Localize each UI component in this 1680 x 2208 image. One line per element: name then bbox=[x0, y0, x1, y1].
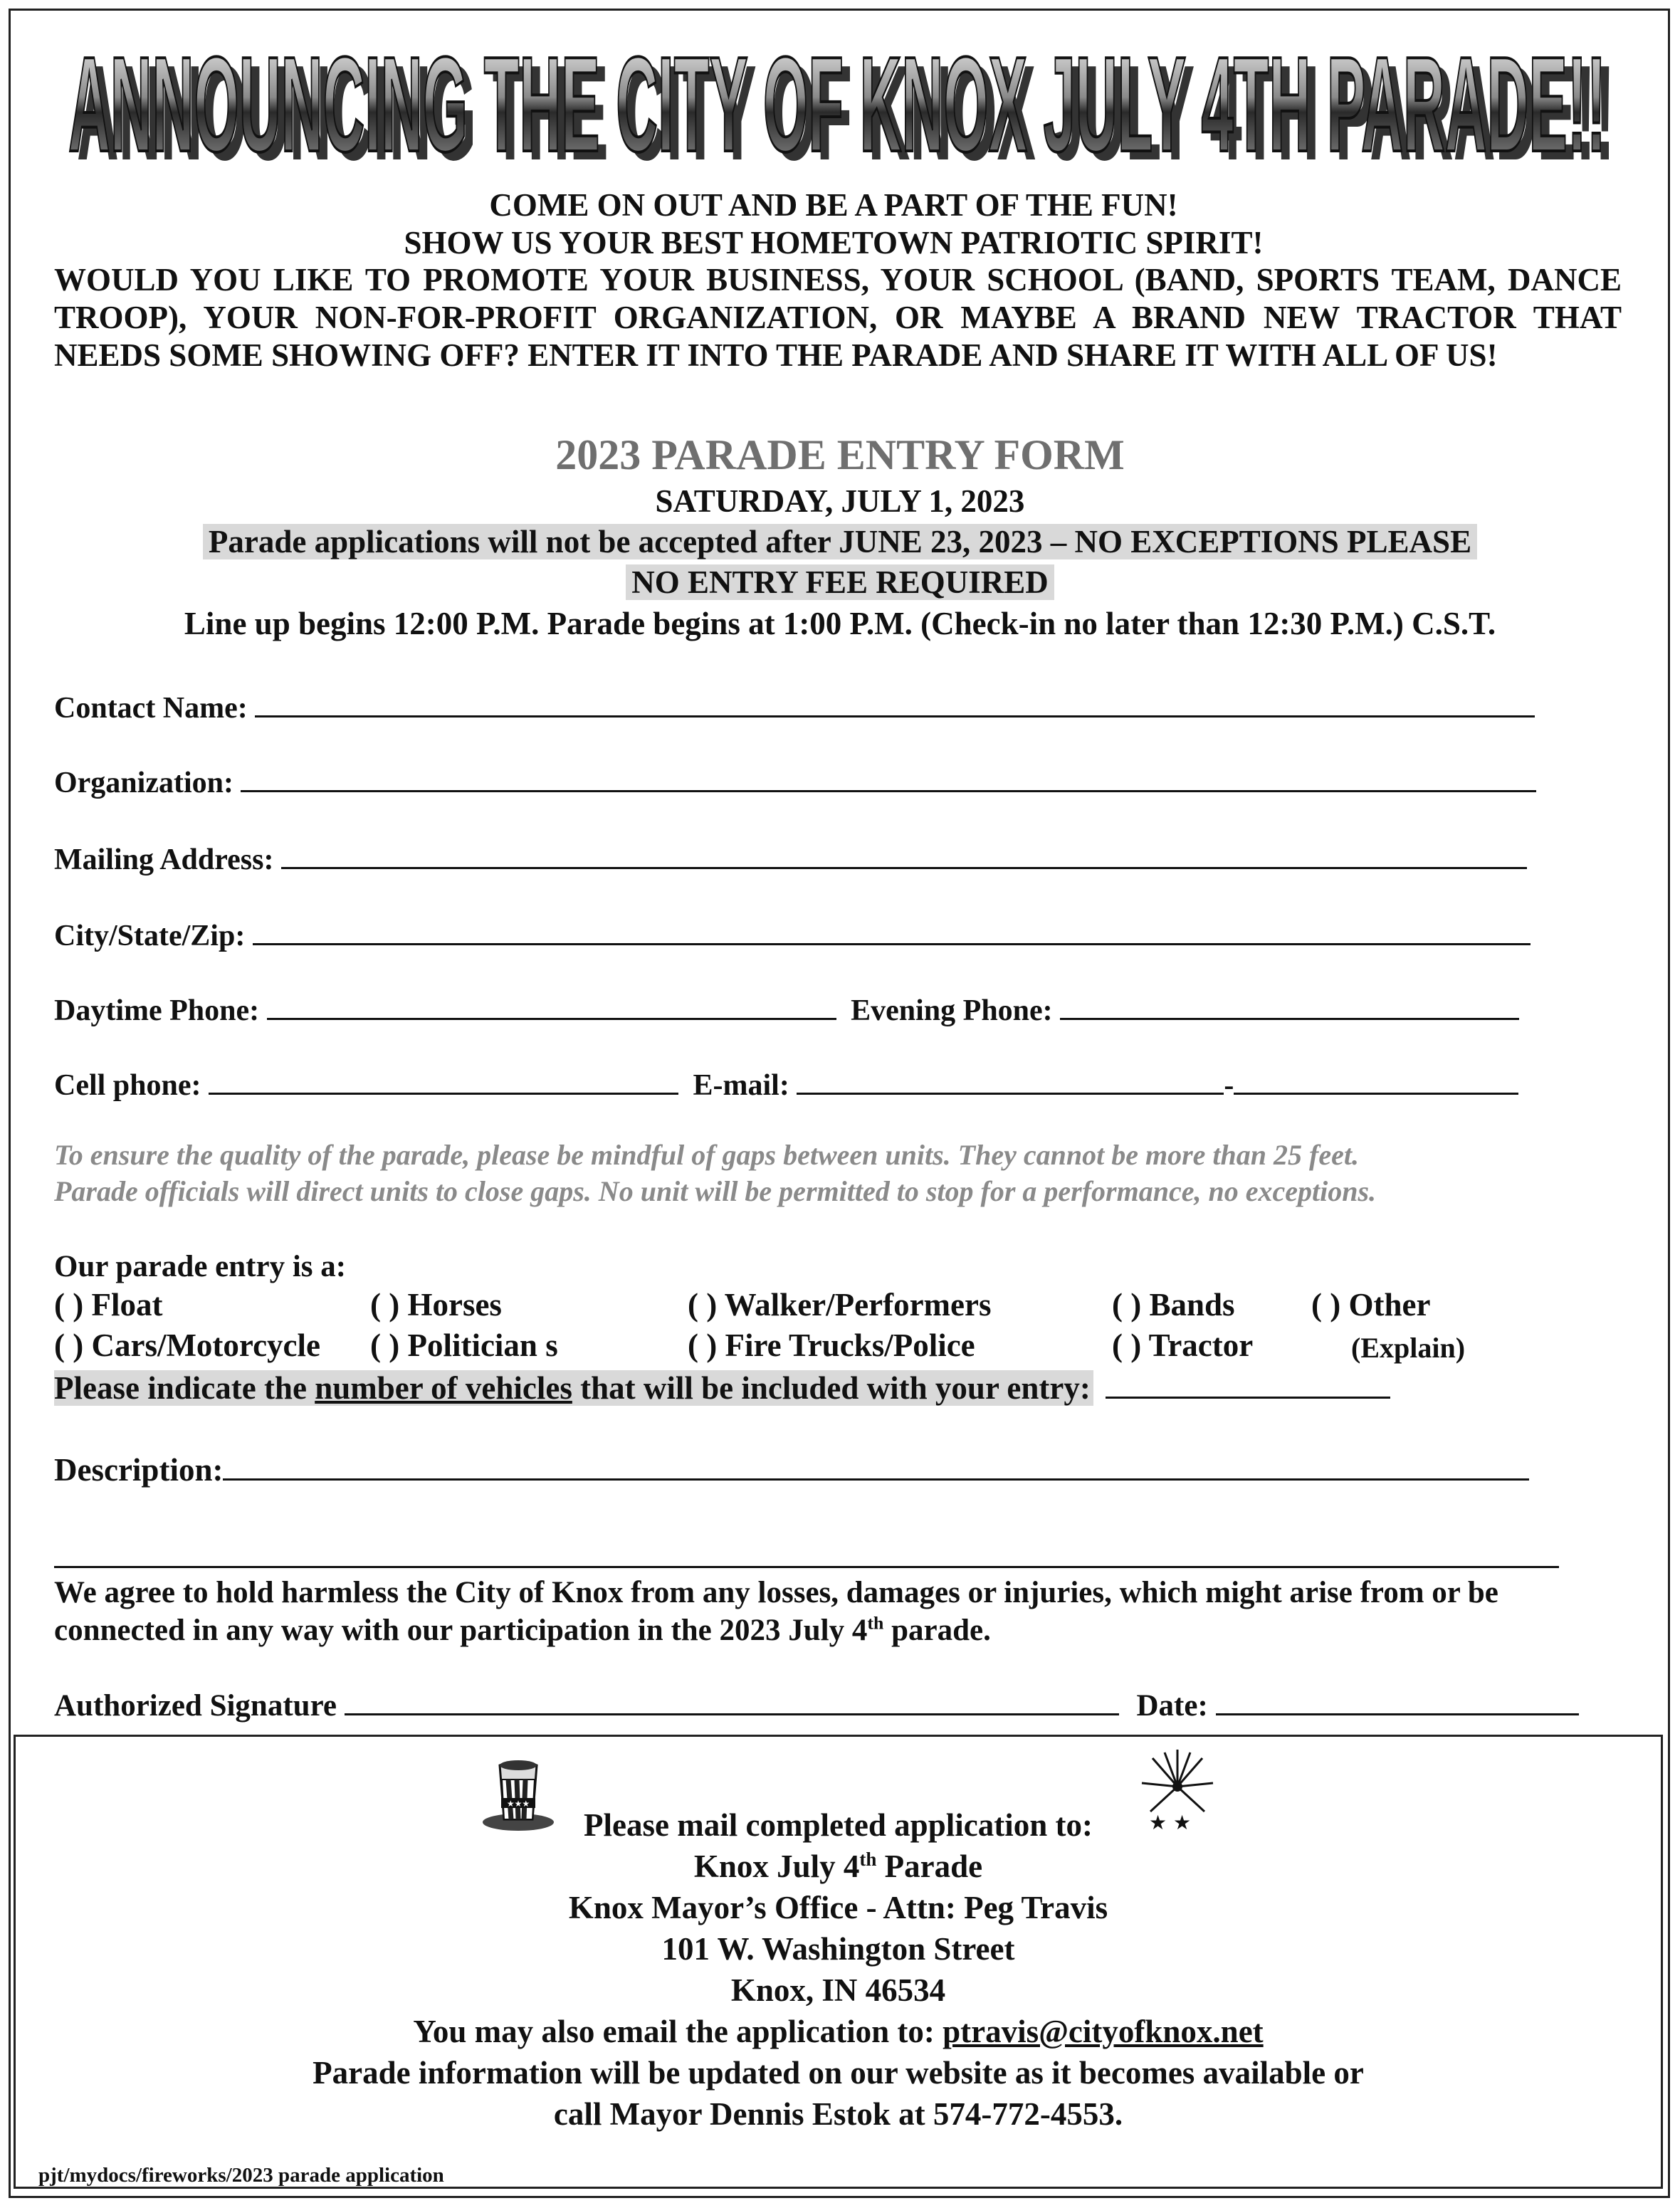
option-fire-trucks-police[interactable]: ( ) Fire Trucks/Police bbox=[688, 1328, 975, 1363]
option-float[interactable]: ( ) Float bbox=[54, 1287, 163, 1323]
organization-label: Organization: bbox=[54, 767, 233, 799]
signature-date-label: Date: bbox=[1136, 1689, 1208, 1723]
mail-line-5: Knox, IN 46534 bbox=[730, 1972, 946, 2008]
svg-text:★★★: ★★★ bbox=[506, 1799, 530, 1809]
svg-text:★ ★: ★ ★ bbox=[1149, 1811, 1192, 1834]
mail-line-3: Knox Mayor’s Office - Attn: Peg Travis bbox=[568, 1890, 1108, 1925]
option-explain-hint: (Explain) bbox=[1351, 1332, 1466, 1364]
mail-line-4: 101 W. Washington Street bbox=[661, 1931, 1015, 1967]
option-bands[interactable]: ( ) Bands bbox=[1112, 1287, 1235, 1323]
contact-name-field[interactable] bbox=[255, 687, 1535, 717]
intro-line-2: SHOW US YOUR BEST HOMETOWN PATRIOTIC SPIRIT! bbox=[404, 225, 1264, 261]
option-horses[interactable]: ( ) Horses bbox=[370, 1287, 502, 1323]
mail-email-prefix: You may also email the application to: bbox=[413, 2014, 943, 2049]
mail-line-2 bbox=[16, 1846, 1661, 1887]
agreement-text-end: parade. bbox=[883, 1614, 991, 1647]
description-field-line-2[interactable] bbox=[54, 1566, 1559, 1568]
agreement-text-main: We agree to hold harmless the City of Knox from any losses, damages or injuries, which might arise from or be connected in any way with our participation in the 2023 July 4 bbox=[54, 1576, 1498, 1647]
signature-label: Authorized Signature bbox=[54, 1689, 337, 1723]
evening-phone-field[interactable] bbox=[1060, 989, 1519, 1020]
footer-path: pjt/mydocs/fireworks/2023 parade application bbox=[38, 2164, 444, 2187]
option-tractor[interactable]: ( ) Tractor bbox=[1112, 1328, 1254, 1363]
contact-name-row bbox=[54, 687, 1535, 725]
mail-email-link[interactable]: ptravis@cityofknox.net bbox=[943, 2014, 1264, 2049]
option-other[interactable]: ( ) Other bbox=[1311, 1287, 1431, 1323]
signature-date-field[interactable] bbox=[1216, 1685, 1579, 1715]
mailing-address-label: Mailing Address: bbox=[54, 843, 274, 876]
agreement-text bbox=[54, 1574, 1620, 1649]
city-state-zip-field[interactable] bbox=[253, 915, 1531, 945]
city-state-zip-row bbox=[54, 915, 1531, 953]
form-date: SATURDAY, JULY 1, 2023 bbox=[655, 483, 1025, 519]
description-field[interactable] bbox=[223, 1450, 1529, 1481]
banner-title bbox=[50, 20, 1630, 184]
cell-phone-label: Cell phone: bbox=[54, 1069, 201, 1102]
mail-line-8: call Mayor Dennis Estok at 574-772-4553. bbox=[553, 2096, 1123, 2132]
organization-field[interactable] bbox=[241, 762, 1536, 792]
mail-line-2-sup: th bbox=[859, 1849, 877, 1870]
intro-line-1: COME ON OUT AND BE A PART OF THE FUN! bbox=[489, 187, 1178, 223]
option-politicians[interactable]: ( ) Politician s bbox=[370, 1328, 558, 1363]
vehicles-underlined: number of vehicles bbox=[315, 1370, 572, 1406]
banner-title-text: ANNOUNCING THE CITY OF KNOX JULY 4TH PARADE!! bbox=[68, 29, 1606, 180]
email-dash: - bbox=[1224, 1069, 1234, 1102]
mail-line-2-end: Parade bbox=[876, 1849, 983, 1884]
email-field[interactable] bbox=[797, 1064, 1224, 1095]
intro-paragraph: WOULD YOU LIKE TO PROMOTE YOUR BUSINESS, YOUR SCHOOL (BAND, SPORTS TEAM, DANCE TROOP), YOUR NON-FOR-PROFIT ORGANIZATION, OR MAYBE A BRAND NEW TRACTOR THAT NEEDS SOME SHOWING OFF? ENTER IT INTO THE PARADE AND SHARE IT WITH ALL OF US! bbox=[54, 262, 1622, 373]
mailing-box bbox=[14, 1735, 1663, 2189]
entry-heading: Our parade entry is a: bbox=[54, 1250, 347, 1283]
phone-row bbox=[54, 989, 1519, 1028]
mail-line-2-main: Knox July 4 bbox=[693, 1849, 860, 1884]
gap-note-line-2: Parade officials will direct units to close gaps. No unit will be permitted to stop for a performance, no exceptions. bbox=[54, 1175, 1377, 1207]
email-domain-field[interactable] bbox=[1234, 1064, 1518, 1095]
description-label: Description: bbox=[54, 1452, 224, 1488]
daytime-phone-label: Daytime Phone: bbox=[54, 994, 260, 1027]
form-times: Line up begins 12:00 P.M. Parade begins at 1:00 P.M. (Check-in no later than 12:30 P.M.) C.S.T. bbox=[184, 606, 1496, 641]
cell-email-row bbox=[54, 1064, 1518, 1103]
organization-row bbox=[54, 762, 1536, 800]
vehicles-row bbox=[54, 1368, 1390, 1407]
form-deadline: Parade applications will not be accepted after JUNE 23, 2023 – NO EXCEPTIONS PLEASE bbox=[203, 524, 1477, 559]
signature-field[interactable] bbox=[345, 1685, 1119, 1715]
vehicles-question bbox=[54, 1370, 1093, 1406]
daytime-phone-field[interactable] bbox=[267, 989, 836, 1020]
mail-line-6 bbox=[16, 2011, 1661, 2052]
gap-note-line-1: To ensure the quality of the parade, please be mindful of gaps between units. They cannot be more than 25 feet. bbox=[54, 1139, 1359, 1171]
evening-phone-label: Evening Phone: bbox=[851, 994, 1053, 1027]
option-walker-performers[interactable]: ( ) Walker/Performers bbox=[688, 1287, 992, 1323]
email-label: E-mail: bbox=[693, 1069, 789, 1102]
contact-name-label: Contact Name: bbox=[54, 692, 248, 725]
mailing-address-field[interactable] bbox=[281, 838, 1527, 869]
description-row bbox=[54, 1450, 1529, 1488]
form-fee: NO ENTRY FEE REQUIRED bbox=[626, 564, 1054, 600]
agreement-sup: th bbox=[867, 1612, 884, 1634]
form-title: 2023 PARADE ENTRY FORM bbox=[555, 431, 1125, 478]
mailing-address-row bbox=[54, 838, 1527, 877]
cell-phone-field[interactable] bbox=[209, 1064, 678, 1095]
vehicles-suffix: that will be included with your entry: bbox=[572, 1370, 1091, 1406]
vehicles-count-field[interactable] bbox=[1106, 1368, 1390, 1399]
mail-line-1: Please mail completed application to: bbox=[584, 1807, 1093, 1843]
mail-line-7: Parade information will be updated on our website as it becomes available or bbox=[313, 2055, 1364, 2091]
option-cars-motorcycle[interactable]: ( ) Cars/Motorcycle bbox=[54, 1328, 320, 1363]
city-state-zip-label: City/State/Zip: bbox=[54, 920, 246, 952]
vehicles-prefix: Please indicate the bbox=[54, 1370, 315, 1406]
banner-title-shadow: ANNOUNCING THE CITY OF KNOX JULY 4TH PARADE!! bbox=[77, 38, 1615, 184]
signature-row bbox=[54, 1685, 1579, 1723]
